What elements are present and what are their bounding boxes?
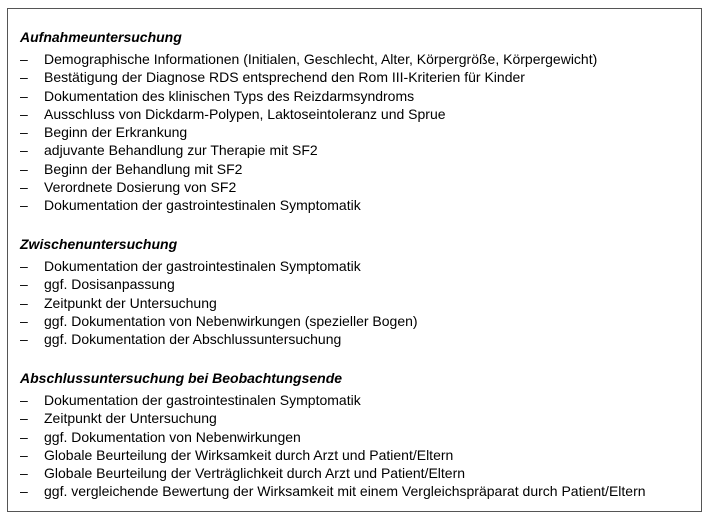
list-bullet: –: [20, 428, 28, 445]
list-item: [20, 409, 697, 427]
list-bullet: –: [20, 312, 28, 329]
list-item-text: ggf. Dosisanpassung: [44, 276, 175, 293]
list-bullet: –: [20, 465, 28, 482]
list-bullet: –: [20, 105, 28, 122]
list-item: [20, 391, 697, 409]
list-item: [20, 160, 697, 178]
list-item-text: ggf. Dokumentation von Nebenwirkungen: [44, 428, 301, 445]
list-bullet: –: [20, 483, 28, 500]
list-item: [20, 428, 697, 446]
list-item-text: Zeitpunkt der Untersuchung: [44, 294, 217, 311]
list-item-text: Demographische Informationen (Initialen, Geschlecht, Alter, Körpergröße, Körpergewicht): [44, 51, 598, 67]
list-bullet: –: [20, 142, 28, 159]
list-item: [20, 257, 697, 275]
list-item-text: Zeitpunkt der Untersuchung: [44, 410, 217, 427]
document-frame: [7, 8, 702, 512]
list-item: [20, 123, 697, 141]
list-item-text: Globale Beurteilung der Verträglichkeit durch Arzt und Patient/Eltern: [44, 465, 466, 482]
section-title: Abschlussuntersuchung bei Beobachtungsende: [20, 370, 343, 386]
list-item-text: adjuvante Behandlung zur Therapie mit SF2: [44, 142, 318, 159]
list-item: [20, 105, 697, 123]
list-item: [20, 464, 697, 482]
list-item-text: Ausschluss von Dickdarm-Polypen, Laktoseintoleranz und Sprue: [44, 105, 446, 122]
list-item: [20, 178, 697, 196]
list-bullet: –: [20, 331, 28, 348]
section-abschlussuntersuchung: [20, 369, 697, 501]
list-bullet: –: [20, 69, 28, 86]
list-bullet: –: [20, 124, 28, 141]
list-item: [20, 330, 697, 348]
list-bullet: –: [20, 197, 28, 214]
list-item: [20, 482, 697, 500]
list-item-text: ggf. Dokumentation von Nebenwirkungen (spezieller Bogen): [44, 312, 418, 329]
list-item: [20, 275, 697, 293]
section-zwischenuntersuchung: [20, 235, 697, 348]
list-bullet: –: [20, 51, 28, 67]
list-item: [20, 50, 697, 68]
section-title: Aufnahmeuntersuchung: [20, 29, 182, 45]
list-bullet: –: [20, 258, 28, 274]
list-item-text: ggf. vergleichende Bewertung der Wirksamkeit mit einem Vergleichspräparat durch Patient/Eltern: [44, 483, 646, 500]
list-item-text: Beginn der Erkrankung: [44, 124, 188, 141]
list-bullet: –: [20, 294, 28, 311]
list-item: [20, 446, 697, 464]
list-item-text: Dokumentation der gastrointestinalen Symptomatik: [44, 197, 361, 214]
list-item: [20, 196, 697, 214]
section-aufnahmeuntersuchung: [20, 28, 697, 215]
list-bullet: –: [20, 276, 28, 293]
list-bullet: –: [20, 446, 28, 463]
list-item: [20, 294, 697, 312]
list-item-text: Dokumentation der gastrointestinalen Symptomatik: [44, 392, 361, 408]
list-item-text: Bestätigung der Diagnose RDS entsprechend den Rom III-Kriterien für Kinder: [44, 69, 525, 86]
list-item-text: Dokumentation der gastrointestinalen Symptomatik: [44, 258, 361, 274]
list-bullet: –: [20, 160, 28, 177]
list-item-text: Verordnete Dosierung von SF2: [44, 179, 237, 196]
list-item: [20, 141, 697, 159]
section-title: Zwischenuntersuchung: [20, 236, 178, 252]
list-bullet: –: [20, 179, 28, 196]
list-bullet: –: [20, 392, 28, 408]
list-item: [20, 87, 697, 105]
list-item-text: Dokumentation des klinischen Typs des Reizdarmsyndroms: [44, 87, 415, 104]
list-item-text: Globale Beurteilung der Wirksamkeit durch Arzt und Patient/Eltern: [44, 446, 454, 463]
list-item-text: Beginn der Behandlung mit SF2: [44, 160, 243, 177]
list-item: [20, 68, 697, 86]
list-item: [20, 312, 697, 330]
list-bullet: –: [20, 410, 28, 427]
list-bullet: –: [20, 87, 28, 104]
list-item-text: ggf. Dokumentation der Abschlussuntersuchung: [44, 331, 342, 348]
